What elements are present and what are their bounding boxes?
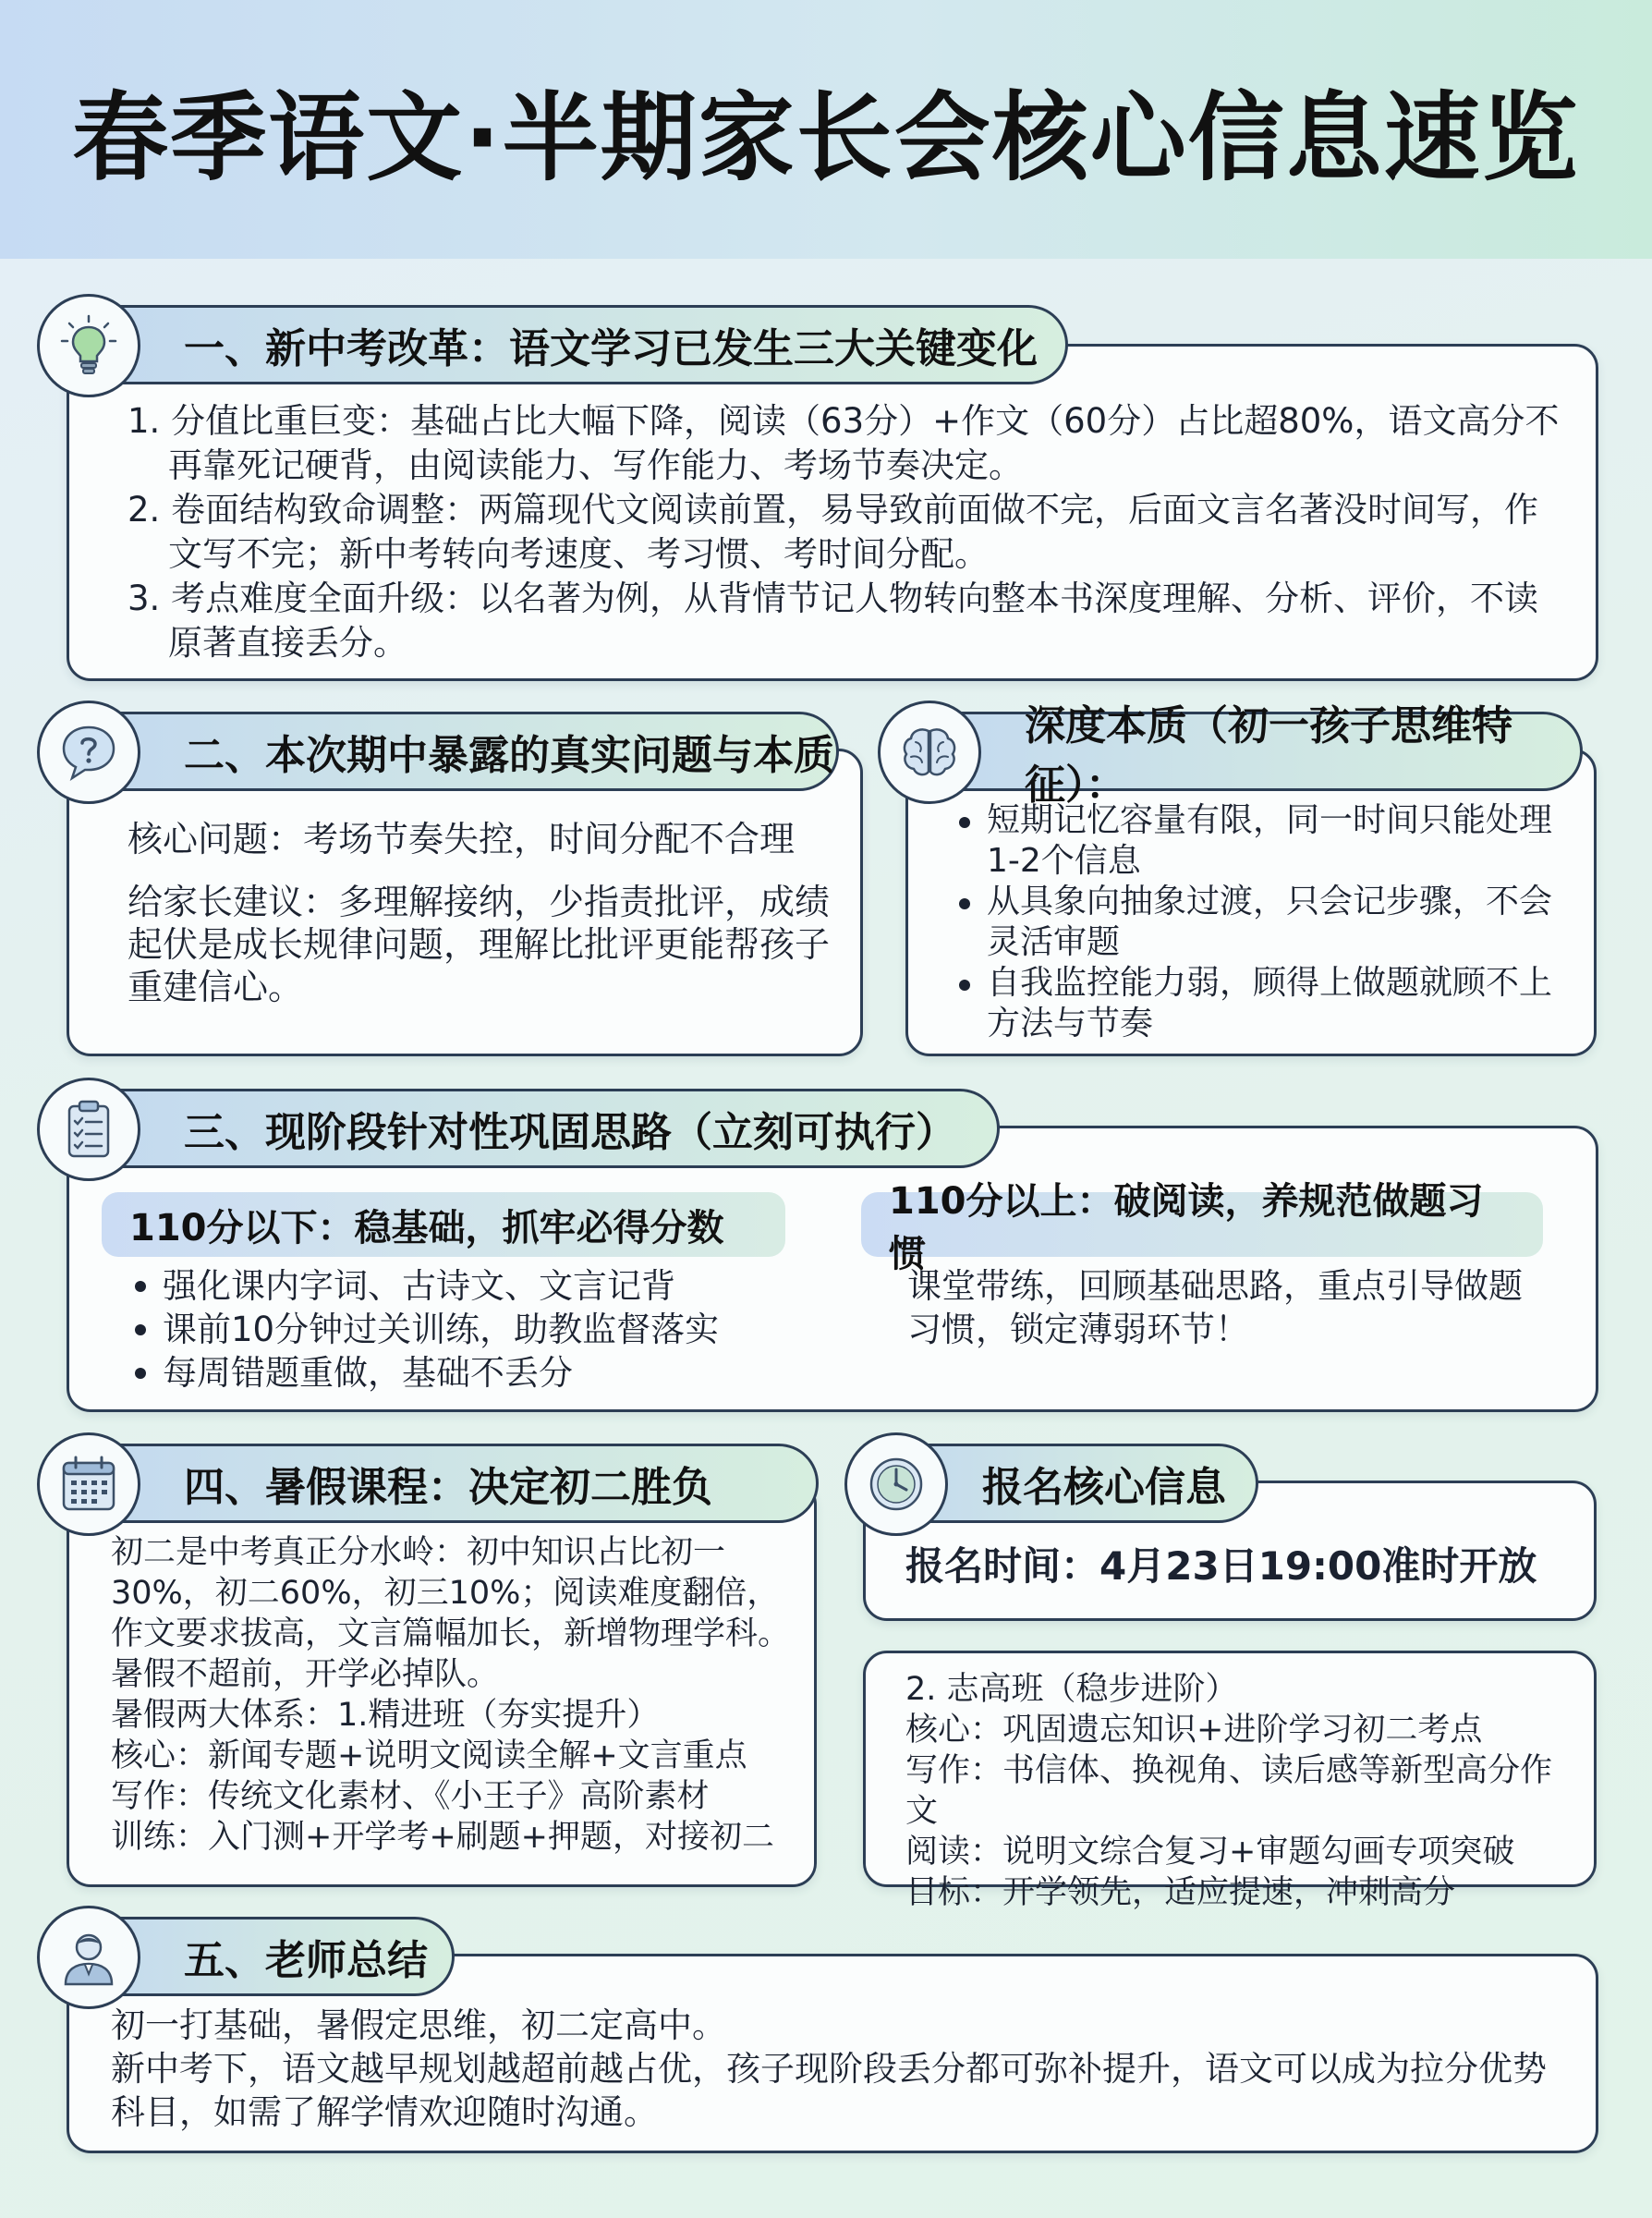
essence-heading-text: 深度本质（初一孩子思维特征）： [1025, 702, 1512, 809]
above-110-label [861, 1180, 1543, 1275]
section2-heading [72, 712, 839, 791]
section3-heading-text: 三、现阶段针对性巩固思路（立刻可执行） [184, 1109, 956, 1156]
section5-heading-text: 五、老师总结 [184, 1937, 428, 1984]
below-110-item: 每周错题重做，基础不丢分 [129, 1351, 832, 1395]
section4-line: 暑假两大体系：1.精进班（夯实提升） [111, 1697, 660, 1734]
section4-line: 写作：传统文化素材、《小王子》高阶素材 [111, 1778, 710, 1815]
zhigao-body [905, 1669, 1580, 1913]
page-title: 春季语文·半期家长会核心信息速览 [72, 81, 1580, 194]
clipboard-checklist-icon [37, 1078, 140, 1181]
zhigao-line: 2. 志高班（稳步进阶） [905, 1671, 1238, 1708]
zhigao-line: 核心：巩固遗忘知识+进阶学习初二考点 [905, 1712, 1483, 1749]
below-110-label-text: 110分以下：稳基础，抓牢必得分数 [129, 1206, 724, 1249]
section2-body [128, 818, 830, 1008]
section5-body [111, 2004, 1571, 2134]
section5-line: 新中考下，语文越早规划越超前越占优，孩子现阶段丢分都可弥补提升，语文可以成为拉分优势科目，如需了解学情欢迎随时沟通。 [111, 2049, 1547, 2132]
below-110-label [102, 1192, 785, 1257]
section4-line: 训练：入门测+开学考+刷题+押题，对接初二 [111, 1819, 774, 1856]
essence-item: 自我监控能力弱，顾得上做题就顾不上方法与节奏 [954, 963, 1582, 1044]
below-110-list [129, 1264, 832, 1395]
section4-heading-text: 四、暑假课程：决定初二胜负 [184, 1464, 712, 1511]
question-bubble-icon [37, 701, 140, 804]
section3-heading [72, 1089, 1000, 1168]
section4-body [111, 1532, 795, 1858]
section1-heading [72, 305, 1068, 384]
section2-heading-text: 二、本次期中暴露的真实问题与本质 [184, 732, 834, 779]
teacher-avatar-icon [37, 1906, 140, 2009]
above-110-label-text: 110分以上：破阅读，养规范做题习惯 [889, 1180, 1484, 1275]
above-110-text: 课堂带练，回顾基础思路，重点引导做题习惯，锁定薄弱环节！ [907, 1266, 1523, 1349]
essence-list [954, 800, 1582, 1044]
essence-item: 从具象向抽象过渡，只会记步骤，不会灵活审题 [954, 882, 1582, 963]
section1-heading-text: 一、新中考改革：语文学习已发生三大关键变化 [184, 325, 1038, 372]
section5-line: 初一打基础，暑假定思维，初二定高中。 [111, 2005, 726, 2045]
section2-advice: 给家长建议：多理解接纳，少指责批评，成绩起伏是成长规律问题，理解比批评更能帮孩子重建信心。 [128, 882, 831, 1007]
section1-item: 3. 考点难度全面升级：以名著为例，从背情节记人物转向整本书深度理解、分析、评价，不读原著直接丢分。 [128, 579, 1539, 663]
signup-heading-text: 报名核心信息 [982, 1464, 1226, 1511]
zhigao-line: 目标：开学领先，适应提速，冲刺高分 [905, 1874, 1456, 1911]
lightbulb-icon [37, 294, 140, 397]
below-110-item: 强化课内字词、古诗文、文言记背 [129, 1264, 832, 1308]
brain-icon [878, 701, 981, 804]
zhigao-line: 写作：书信体、换视角、读后感等新型高分作文 [905, 1752, 1553, 1830]
essence-heading [913, 702, 1583, 809]
section4-line: 核心：新闻专题+说明文阅读全解+文言重点 [111, 1737, 747, 1774]
section1-item: 2. 卷面结构致命调整：两篇现代文阅读前置，易导致前面做不完，后面文言名著没时间写，作文写不完；新中考转向考速度、考习惯、考时间分配。 [128, 490, 1539, 574]
section2-core: 核心问题：考场节奏失控，时间分配不合理 [128, 819, 796, 859]
section4-line: 初二是中考真正分水岭：初中知识占比初一30%，初二60%，初三10%；阅读难度翻倍，作文要求拔高，文言篇幅加长，新增物理学科。暑假不超前，开学必掉队。 [111, 1534, 791, 1693]
clock-icon [844, 1432, 948, 1536]
signup-time: 报名时间：4月23日19:00准时开放 [905, 1543, 1537, 1589]
calendar-icon [37, 1432, 140, 1536]
section1-list [128, 399, 1569, 665]
below-110-item: 课前10分钟过关训练，助教监督落实 [129, 1308, 832, 1351]
section1-item: 1. 分值比重巨变：基础占比大幅下降，阅读（63分）+作文（60分）占比超80%，语文高分不再靠死记硬背，由阅读能力、写作能力、考场节奏决定。 [128, 401, 1560, 485]
essence-item: 短期记忆容量有限，同一时间只能处理1-2个信息 [954, 800, 1582, 882]
page-header [0, 0, 1652, 259]
section4-heading [72, 1444, 819, 1523]
zhigao-line: 阅读：说明文综合复习+审题勾画专项突破 [905, 1834, 1515, 1871]
